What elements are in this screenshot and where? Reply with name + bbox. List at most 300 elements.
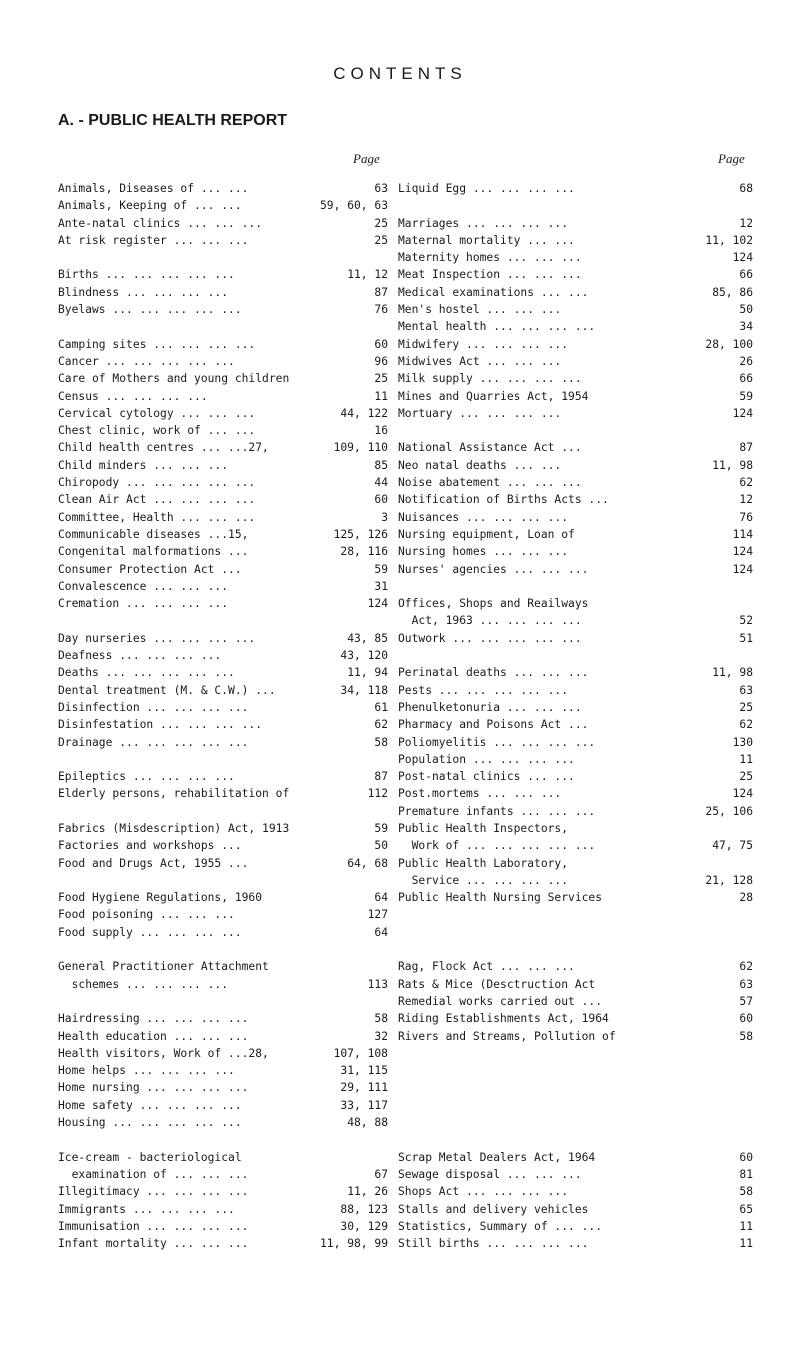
index-entry-page: 76 — [374, 303, 388, 317]
index-entry-label: Child health centres ... ...27, — [58, 441, 269, 455]
index-entry-label: Public Health Laboratory, — [398, 856, 569, 870]
index-entry-label: Cremation ... ... ... ... — [58, 597, 229, 611]
index-entry-page: 60 — [374, 337, 388, 351]
index-entry-label: Scrap Metal Dealers Act, 1964 — [398, 1150, 596, 1164]
index-entry — [398, 543, 753, 560]
index-entry — [58, 353, 388, 370]
index-entry-label: Offices, Shops and Reailways — [398, 597, 589, 611]
index-entry — [58, 958, 388, 975]
index-entry-page: 62 — [374, 718, 388, 732]
index-entry-label: Food poisoning ... ... ... — [58, 908, 235, 922]
index-entry-page: 60 — [739, 1012, 753, 1026]
index-entry — [58, 1097, 388, 1114]
index-entry-page: 31 — [374, 579, 388, 593]
index-entry-label: Maternity homes ... ... ... — [398, 251, 582, 265]
index-entry-label: Committee, Health ... ... ... — [58, 510, 256, 524]
index-entry-page: 124 — [367, 597, 388, 611]
index-entry-page: 43, 85 — [347, 631, 388, 645]
index-entry-page: 25 — [374, 233, 388, 247]
index-spacer — [398, 906, 753, 923]
index-entry — [58, 837, 388, 854]
index-entry-label: Men's hostel ... ... ... — [398, 303, 562, 317]
index-entry-label: Hairdressing ... ... ... ... — [58, 1012, 249, 1026]
index-entry-page: 34, 118 — [340, 683, 388, 697]
index-entry-page: 67 — [374, 1167, 388, 1181]
left-page-column-header: Page — [353, 151, 380, 166]
index-entry-label: Neo natal deaths ... ... — [398, 458, 562, 472]
index-entry — [58, 768, 388, 785]
index-entry — [398, 699, 753, 716]
index-entry — [58, 1010, 388, 1027]
index-entry — [58, 716, 388, 733]
page-title: CONTENTS — [333, 64, 467, 83]
index-entry — [398, 734, 753, 751]
index-entry — [58, 595, 388, 612]
index-entry-label: Notification of Births Acts ... — [398, 493, 609, 507]
index-entry-label: Population ... ... ... ... — [398, 752, 575, 766]
index-entry-label: Communicable diseases ...15, — [58, 527, 249, 541]
index-entry-label: Premature infants ... ... ... — [398, 804, 596, 818]
index-entry-label: Home safety ... ... ... ... — [58, 1098, 242, 1112]
index-entry-label: Rivers and Streams, Pollution of — [398, 1029, 616, 1043]
index-entry-label: Pests ... ... ... ... ... — [398, 683, 569, 697]
index-entry — [398, 785, 753, 802]
index-entry-page: 3 — [381, 510, 388, 524]
index-entry-page: 26 — [739, 354, 753, 368]
index-entry — [398, 232, 753, 249]
index-entry-page: 52 — [739, 614, 753, 628]
index-entry-page: 33, 117 — [340, 1098, 388, 1112]
index-spacer — [398, 924, 753, 941]
index-entry-page: 88, 123 — [340, 1202, 388, 1216]
index-entry — [398, 889, 753, 906]
index-entry-page: 16 — [374, 424, 388, 438]
index-entry — [398, 1010, 753, 1027]
index-entry-page: 59, 60, 63 — [319, 199, 388, 213]
index-entry-label: Chiropody ... ... ... ... ... — [58, 476, 256, 490]
index-entry-label: Camping sites ... ... ... ... — [58, 337, 256, 351]
index-entry-label: Riding Establishments Act, 1964 — [398, 1012, 609, 1026]
index-entry — [58, 439, 388, 456]
index-entry — [58, 266, 388, 283]
index-entry-page: 57 — [739, 994, 753, 1008]
index-entry-label: Housing ... ... ... ... ... — [58, 1116, 242, 1130]
index-entry-page: 64, 68 — [347, 856, 388, 870]
index-entry-label: Deaths ... ... ... ... ... — [58, 666, 235, 680]
index-entry — [398, 215, 753, 232]
index-entry-label: Byelaws ... ... ... ... ... — [58, 303, 242, 317]
index-entry-page: 62 — [739, 718, 753, 732]
index-entry-page: 11, 98 — [712, 458, 753, 472]
index-entry — [398, 993, 753, 1010]
index-spacer — [398, 1097, 753, 1114]
index-entry — [58, 820, 388, 837]
index-entry-page: 11, 12 — [347, 268, 388, 282]
index-entry-label: Chest clinic, work of ... ... — [58, 424, 256, 438]
index-entry — [398, 457, 753, 474]
index-entry — [58, 1235, 388, 1252]
index-entry — [58, 215, 388, 232]
index-entry-label: Food and Drugs Act, 1955 ... — [58, 856, 249, 870]
index-entry-label: Pharmacy and Poisons Act ... — [398, 718, 589, 732]
index-entry — [58, 491, 388, 508]
index-entry-label: Nursing homes ... ... ... — [398, 545, 569, 559]
index-entry — [398, 353, 753, 370]
index-entry — [58, 578, 388, 595]
index-entry-page: 127 — [367, 908, 388, 922]
index-entry-label: Cervical cytology ... ... ... — [58, 406, 256, 420]
index-entry-page: 43, 120 — [340, 649, 388, 663]
index-entry-page: 58 — [739, 1029, 753, 1043]
index-entry-page: 21, 128 — [705, 873, 753, 887]
index-entry-label: Home helps ... ... ... ... — [58, 1064, 235, 1078]
index-entry-label: Public Health Inspectors, — [398, 821, 569, 835]
index-entry-page: 85 — [374, 458, 388, 472]
index-entry-page: 64 — [374, 891, 388, 905]
index-entry — [398, 716, 753, 733]
index-entry-page: 25 — [374, 372, 388, 386]
index-entry-label: Liquid Egg ... ... ... ... — [398, 182, 575, 195]
index-entry — [398, 1218, 753, 1235]
index-entry — [398, 1183, 753, 1200]
index-entry-label: Dental treatment (M. & C.W.) ... — [58, 683, 276, 697]
index-entry-label: Perinatal deaths ... ... ... — [398, 666, 589, 680]
index-entry-page: 44 — [374, 476, 388, 490]
index-entry-label: Blindness ... ... ... ... — [58, 285, 229, 299]
index-entry-label: Mental health ... ... ... ... — [398, 320, 596, 334]
index-spacer — [58, 751, 388, 768]
index-entry-page: 25 — [739, 700, 753, 714]
index-spacer — [398, 1062, 753, 1079]
index-entry-label: Mortuary ... ... ... ... — [398, 406, 562, 420]
index-entry — [58, 1218, 388, 1235]
index-entry-page: 96 — [374, 354, 388, 368]
index-entry-page: 11, 98, 99 — [319, 1237, 388, 1251]
index-entry-label: Midwives Act ... ... ... — [398, 354, 562, 368]
index-entry — [398, 405, 753, 422]
index-entry-page: 12 — [739, 493, 753, 507]
index-entry-label: schemes ... ... ... ... — [58, 977, 229, 991]
index-entry-page: 124 — [732, 545, 753, 559]
index-spacer — [58, 318, 388, 335]
index-entry-page: 85, 86 — [712, 285, 753, 299]
index-spacer — [398, 578, 753, 595]
index-spacer — [58, 803, 388, 820]
index-entry — [58, 630, 388, 647]
index-entry — [58, 180, 388, 197]
index-entry — [58, 924, 388, 941]
index-entry-label: Shops Act ... ... ... ... — [398, 1185, 569, 1199]
index-entry-page: 51 — [739, 631, 753, 645]
index-entry — [398, 526, 753, 543]
index-entry — [398, 976, 753, 993]
index-entry — [398, 561, 753, 578]
index-spacer — [58, 993, 388, 1010]
index-entry — [398, 872, 753, 889]
index-entry-label: Immigrants ... ... ... ... — [58, 1202, 235, 1216]
index-entry — [58, 889, 388, 906]
index-entry-page: 68 — [739, 182, 753, 195]
index-entry — [398, 1201, 753, 1218]
index-entry-label: Illegitimacy ... ... ... ... — [58, 1185, 249, 1199]
index-entry-page: 63 — [374, 182, 388, 195]
index-entry-label: Sewage disposal ... ... ... — [398, 1167, 582, 1181]
index-entry — [58, 284, 388, 301]
index-entry-label: Care of Mothers and young children — [58, 372, 290, 386]
index-entry — [58, 543, 388, 560]
index-entry-page: 61 — [374, 700, 388, 714]
index-entry-page: 64 — [374, 925, 388, 939]
index-entry-page: 124 — [732, 251, 753, 265]
index-spacer — [398, 1045, 753, 1062]
index-entry-label: Births ... ... ... ... ... — [58, 268, 235, 282]
index-entry — [58, 336, 388, 353]
index-entry — [398, 370, 753, 387]
index-entry-page: 87 — [374, 770, 388, 784]
index-entry-page: 12 — [739, 216, 753, 230]
left-index-column — [58, 180, 388, 1252]
index-entry-page: 60 — [374, 493, 388, 507]
index-entry-label: Public Health Nursing Services — [398, 891, 603, 905]
index-entry — [398, 630, 753, 647]
index-entry-label: Animals, Diseases of ... ... — [58, 182, 249, 195]
index-entry-page: 31, 115 — [340, 1064, 388, 1078]
index-entry-label: Nurses' agencies ... ... ... — [398, 562, 589, 576]
index-entry-label: Fabrics (Misdescription) Act, 1913 — [58, 821, 290, 835]
index-entry — [398, 682, 753, 699]
index-entry — [58, 785, 388, 802]
index-entry — [58, 370, 388, 387]
index-entry — [58, 855, 388, 872]
index-entry-label: Rag, Flock Act ... ... ... — [398, 960, 575, 974]
index-entry — [398, 439, 753, 456]
index-entry-label: Factories and workshops ... — [58, 839, 242, 853]
index-entry-label: Congenital malformations ... — [58, 545, 249, 559]
index-entry-label: Food supply ... ... ... ... — [58, 925, 242, 939]
index-entry-label: Clean Air Act ... ... ... ... — [58, 493, 256, 507]
index-spacer — [58, 1131, 388, 1148]
index-entry — [58, 1166, 388, 1183]
index-entry — [398, 855, 753, 872]
index-entry-page: 66 — [739, 268, 753, 282]
index-entry-page: 44, 122 — [340, 406, 388, 420]
index-entry-page: 114 — [732, 527, 753, 541]
index-entry-label: Health education ... ... ... — [58, 1029, 249, 1043]
index-entry-page: 87 — [374, 285, 388, 299]
index-entry-page: 124 — [732, 562, 753, 576]
index-spacer — [398, 1114, 753, 1131]
right-page-column-header: Page — [718, 151, 745, 166]
index-entry — [58, 1201, 388, 1218]
index-entry-label: Health visitors, Work of ...28, — [58, 1046, 269, 1060]
index-entry-page: 25 — [739, 770, 753, 784]
index-entry — [398, 751, 753, 768]
index-entry — [398, 595, 753, 612]
index-entry-page: 65 — [739, 1202, 753, 1216]
index-entry — [398, 803, 753, 820]
index-entry-label: Nuisances ... ... ... ... — [398, 510, 569, 524]
index-entry-page: 125, 126 — [333, 527, 388, 541]
index-entry — [398, 336, 753, 353]
index-entry-page: 63 — [739, 977, 753, 991]
index-entry-page: 58 — [374, 735, 388, 749]
index-entry-label: Stalls and delivery vehicles — [398, 1202, 589, 1216]
index-spacer — [398, 941, 753, 958]
index-entry — [58, 976, 388, 993]
index-entry-label: Disinfestation ... ... ... ... — [58, 718, 263, 732]
index-entry-label: Day nurseries ... ... ... ... — [58, 631, 256, 645]
index-spacer — [58, 872, 388, 889]
index-entry — [58, 699, 388, 716]
index-entry — [58, 561, 388, 578]
index-entry-page: 50 — [374, 839, 388, 853]
index-entry-page: 63 — [739, 683, 753, 697]
index-entry — [398, 284, 753, 301]
index-entry-page: 107, 108 — [333, 1046, 388, 1060]
index-entry-label: Drainage ... ... ... ... ... — [58, 735, 249, 749]
index-entry-label: Ice-cream - bacteriological — [58, 1150, 242, 1164]
index-entry-page: 11 — [739, 1237, 753, 1251]
index-entry-label: Meat Inspection ... ... ... — [398, 268, 582, 282]
index-entry-label: Child minders ... ... ... — [58, 458, 229, 472]
index-entry — [58, 1045, 388, 1062]
index-entry-label: Disinfection ... ... ... ... — [58, 700, 249, 714]
index-entry-page: 28 — [739, 891, 753, 905]
index-entry-label: Medical examinations ... ... — [398, 285, 589, 299]
index-entry — [398, 837, 753, 854]
index-entry — [58, 1079, 388, 1096]
index-entry-label: Deafness ... ... ... ... — [58, 649, 222, 663]
index-entry-label: Marriages ... ... ... ... — [398, 216, 569, 230]
index-entry-page: 59 — [374, 562, 388, 576]
index-entry — [398, 491, 753, 508]
index-entry-page: 124 — [732, 406, 753, 420]
index-entry-label: Statistics, Summary of ... ... — [398, 1219, 603, 1233]
index-entry-label: Work of ... ... ... ... ... — [398, 839, 596, 853]
index-entry-label: Poliomyelitis ... ... ... ... — [398, 735, 596, 749]
index-entry — [58, 232, 388, 249]
index-spacer — [398, 647, 753, 664]
index-entry-page: 11, 98 — [712, 666, 753, 680]
index-entry-page: 25 — [374, 216, 388, 230]
right-index-column — [398, 180, 753, 1252]
index-spacer — [398, 1079, 753, 1096]
index-entry-page: 47, 75 — [712, 839, 753, 853]
index-entry — [58, 474, 388, 491]
index-entry-label: Noise abatement ... ... ... — [398, 476, 582, 490]
index-entry-page: 11 — [739, 1219, 753, 1233]
index-entry-label: Epileptics ... ... ... ... — [58, 770, 235, 784]
index-entry — [398, 820, 753, 837]
index-entry-page: 109, 110 — [333, 441, 388, 455]
index-entry-page: 30, 129 — [340, 1219, 388, 1233]
index-entry — [398, 612, 753, 629]
index-entry-page: 59 — [374, 821, 388, 835]
index-entry-label: Mines and Quarries Act, 1954 — [398, 389, 589, 403]
index-entry-label: Maternal mortality ... ... — [398, 233, 575, 247]
index-entry — [58, 301, 388, 318]
index-entry — [398, 266, 753, 283]
index-spacer — [398, 197, 753, 214]
index-entry-label: Act, 1963 ... ... ... ... — [398, 614, 582, 628]
index-entry-label: Convalescence ... ... ... — [58, 579, 229, 593]
index-entry-label: Midwifery ... ... ... ... — [398, 337, 569, 351]
index-entry — [58, 457, 388, 474]
index-entry-page: 62 — [739, 960, 753, 974]
index-entry-page: 11 — [739, 752, 753, 766]
index-entry-page: 11 — [374, 389, 388, 403]
index-entry — [398, 318, 753, 335]
index-spacer — [58, 612, 388, 629]
index-entry-label: Post.mortems ... ... ... — [398, 787, 562, 801]
index-entry-page: 113 — [367, 977, 388, 991]
index-entry — [398, 664, 753, 681]
index-entry-label: Nursing equipment, Loan of — [398, 527, 575, 541]
index-entry-page: 32 — [374, 1029, 388, 1043]
index-entry — [58, 509, 388, 526]
index-entry — [398, 388, 753, 405]
index-entry-page: 81 — [739, 1167, 753, 1181]
index-entry-page: 11, 102 — [705, 233, 753, 247]
index-entry-label: Outwork ... ... ... ... ... — [398, 631, 582, 645]
index-entry-page: 124 — [732, 787, 753, 801]
index-entry-label: Ante-natal clinics ... ... ... — [58, 216, 263, 230]
index-entry-label: Milk supply ... ... ... ... — [398, 372, 582, 386]
index-entry — [58, 388, 388, 405]
index-entry-label: Remedial works carried out ... — [398, 994, 603, 1008]
index-spacer — [398, 422, 753, 439]
index-entry-page: 58 — [739, 1185, 753, 1199]
index-entry — [398, 301, 753, 318]
index-entry-page: 130 — [732, 735, 753, 749]
index-entry — [58, 526, 388, 543]
index-entry — [58, 1183, 388, 1200]
index-entry — [58, 405, 388, 422]
index-entry-page: 59 — [739, 389, 753, 403]
index-entry-label: Elderly persons, rehabilitation of — [58, 787, 290, 801]
index-entry-page: 58 — [374, 1012, 388, 1026]
index-entry — [398, 509, 753, 526]
index-entry-label: Rats & Mice (Desctruction Act — [398, 977, 596, 991]
index-entry — [398, 958, 753, 975]
index-entry-page: 29, 111 — [340, 1081, 388, 1095]
index-entry — [58, 682, 388, 699]
index-entry-label: General Practitioner Attachment — [58, 960, 269, 974]
index-entry-page: 50 — [739, 303, 753, 317]
index-entry — [398, 249, 753, 266]
index-entry-page: 62 — [739, 476, 753, 490]
index-entry — [398, 1149, 753, 1166]
index-entry-page: 87 — [739, 441, 753, 455]
index-entry — [58, 1114, 388, 1131]
index-entry-page: 112 — [367, 787, 388, 801]
index-entry-label: Still births ... ... ... ... — [398, 1237, 589, 1251]
index-entry-label: At risk register ... ... ... — [58, 233, 249, 247]
index-entry-page: 28, 100 — [705, 337, 753, 351]
section-heading: A. - PUBLIC HEALTH REPORT — [58, 112, 288, 129]
index-entry-page: 76 — [739, 510, 753, 524]
index-entry — [58, 734, 388, 751]
index-entry-page: 48, 88 — [347, 1116, 388, 1130]
index-entry-page: 11, 26 — [347, 1185, 388, 1199]
index-entry-page: 11, 94 — [347, 666, 388, 680]
index-spacer — [58, 941, 388, 958]
index-entry — [58, 647, 388, 664]
index-entry-page: 60 — [739, 1150, 753, 1164]
index-entry-label: Infant mortality ... ... ... — [58, 1237, 249, 1251]
index-entry-label: National Assistance Act ... — [398, 441, 582, 455]
index-entry — [398, 180, 753, 197]
